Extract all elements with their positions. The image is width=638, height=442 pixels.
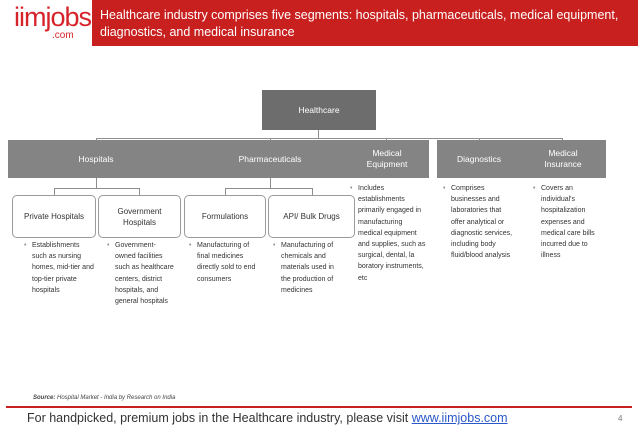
private-hospitals-description — [24, 240, 96, 296]
brand-logo — [0, 0, 92, 46]
bullet-text: Comprises businesses and laboratories that offer analytical or diagnostic services, including body fluid/blood analysis — [451, 185, 513, 260]
government-hospitals-description — [107, 240, 175, 307]
connector-hospitals-sub-horizontal — [54, 188, 140, 189]
hospitals-node: Hospitals — [8, 140, 184, 178]
medical-insurance-node: Medical Insurance — [520, 140, 606, 178]
slide-title: Healthcare industry comprises five segments: hospitals, pharmaceuticals, medical equipment, diagnostics, and medical insurance — [92, 0, 638, 46]
connector-hospitals-sub-down — [96, 178, 97, 188]
bullet-marker: • — [189, 242, 192, 249]
logo-wordmark: iimjobs — [14, 2, 92, 32]
connector-root-down — [318, 130, 319, 138]
logo-domain: .com — [52, 30, 74, 41]
api-bulk-drugs-node: API/ Bulk Drugs — [268, 195, 355, 238]
connector-pharma-sub-horizontal — [225, 188, 313, 189]
bullet-text: Manufacturing of final medicines directly sold to end consumers — [197, 242, 256, 283]
formulations-description — [189, 240, 261, 285]
footer-link[interactable]: www.iimjobs.com — [411, 411, 508, 425]
connector-pharma-sub-down — [270, 178, 271, 188]
pharmaceuticals-node: Pharmaceuticals — [184, 140, 356, 178]
footer-divider — [6, 406, 632, 408]
bullet-text: Covers an individual's hospitalization expenses and medical care bills incurred due to illness — [541, 185, 595, 260]
bullet-marker: • — [107, 242, 110, 249]
government-hospitals-node: Government Hospitals — [98, 195, 181, 238]
source-label: Source: — [33, 395, 56, 401]
footer-text — [27, 411, 508, 425]
diagnostics-node: Diagnostics — [437, 140, 521, 178]
connector-api-down — [312, 188, 313, 195]
connector-private-down — [54, 188, 55, 195]
bullet-text: Includes establishments primarily engaged in manufacturing medical equipment and supplies, such as surgical, dental, la boratory instruments, etc — [358, 185, 426, 282]
bullet-marker: • — [443, 185, 446, 192]
bullet-marker: • — [24, 242, 27, 249]
bullet-marker: • — [533, 185, 536, 192]
page-number: 4 — [618, 414, 623, 423]
source-text: Hospital Market - India by Research on India — [57, 395, 176, 401]
connector-top-horizontal — [96, 138, 563, 139]
private-hospitals-node: Private Hospitals — [12, 195, 96, 238]
connector-government-down — [139, 188, 140, 195]
healthcare-root-node: Healthcare — [262, 90, 376, 130]
medical-equipment-node: Medical Equipment — [345, 140, 429, 178]
medical-insurance-description — [533, 183, 605, 261]
diagnostics-description — [443, 183, 517, 261]
source-note — [33, 395, 175, 401]
api-bulk-drugs-description — [273, 240, 343, 296]
bullet-marker: • — [273, 242, 276, 249]
connector-formulations-down — [225, 188, 226, 195]
bullet-marker: • — [350, 185, 353, 192]
bullet-text: Manufacturing of chemicals and materials used in the production of medicines — [281, 242, 334, 294]
bullet-text: Government-owned facilities such as healthcare centers, district hospitals, and general hospitals — [115, 242, 174, 306]
footer-message: For handpicked, premium jobs in the Healthcare industry, please visit — [27, 411, 409, 425]
medical-equipment-description — [350, 183, 428, 284]
bullet-text: Establishments such as nursing homes, mid-tier and top-tier private hospitals — [32, 242, 94, 294]
formulations-node: Formulations — [184, 195, 266, 238]
